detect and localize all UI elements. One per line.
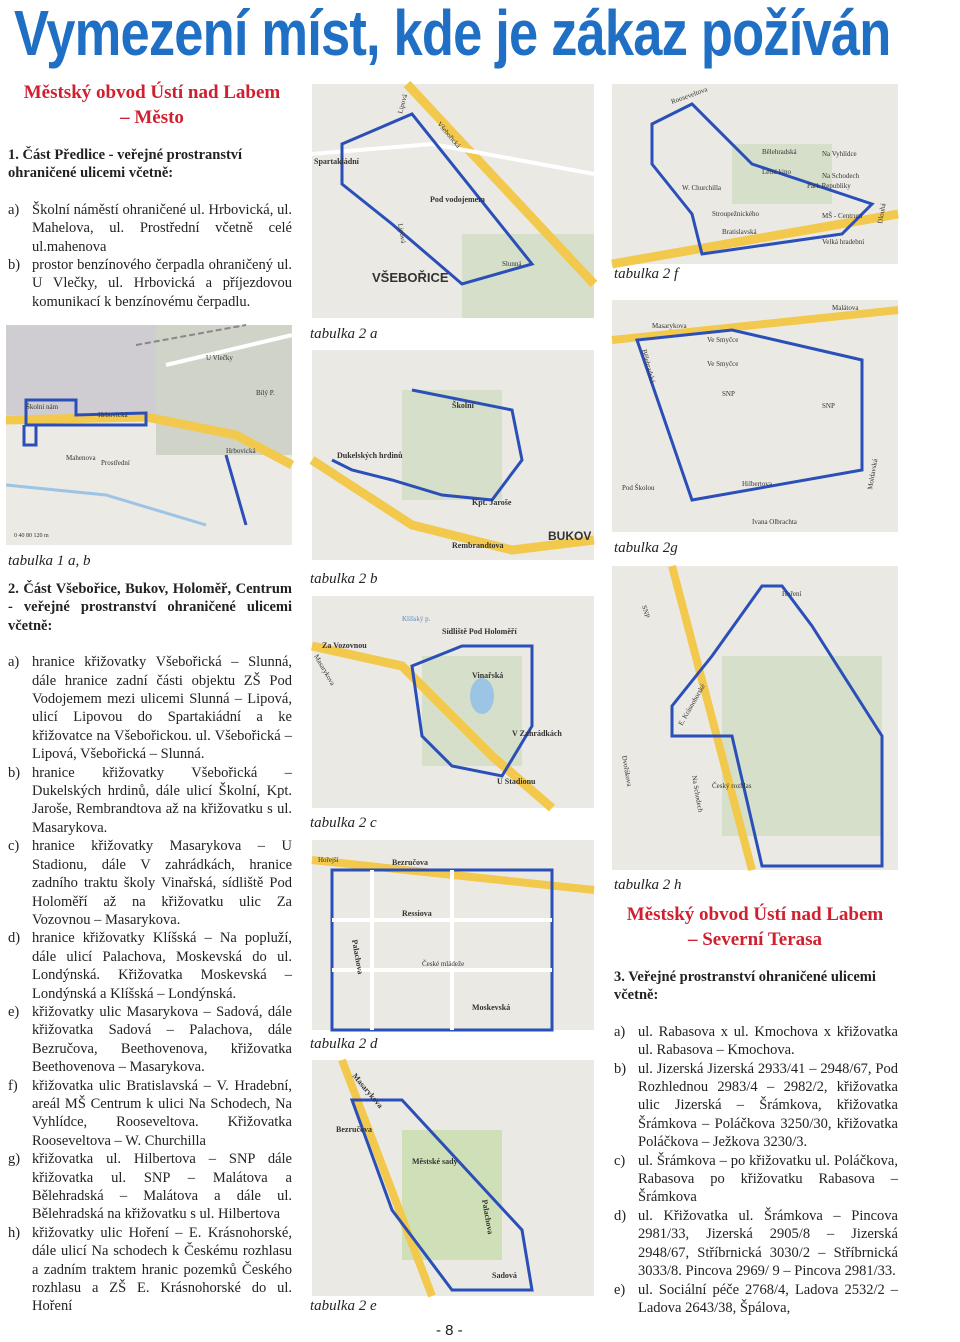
map-label: Hilbertova: [742, 480, 772, 488]
map-label: Dukelských hrdinů: [337, 451, 403, 460]
map-label: SNP: [722, 390, 735, 398]
map-label: Palachova: [480, 1198, 495, 1235]
map-label: Prostřední: [101, 459, 130, 467]
map-label: Hoření: [782, 590, 802, 598]
part1-heading: 1. Část Předlice - veřejné prostranství ohraničené ulicemi včetně:: [8, 147, 243, 182]
map-label: Bělehradská: [762, 148, 797, 156]
map-label: Bílý P.: [256, 389, 275, 397]
map-label: Bratislavská: [722, 228, 757, 236]
map-label: Dvořákova: [620, 754, 634, 787]
map-2e: [312, 1060, 594, 1296]
map-label: Na Vyhlídce: [822, 150, 857, 158]
caption-t2a: tabulka 2 a: [310, 326, 378, 342]
map-label: U Vlečky: [206, 354, 233, 362]
map-label: Mahenova: [66, 454, 96, 462]
section-b-heading: Městský obvod Ústí nad Labem – Severní Terasa: [626, 904, 884, 950]
map-label: Masarykova: [652, 322, 687, 330]
map-label: Palachova: [350, 938, 365, 975]
map-label: Park Republiky: [807, 182, 851, 190]
page-number: - 8 -: [436, 1322, 463, 1339]
map-label: Dlouhá: [876, 202, 888, 225]
map-1ab: [6, 325, 292, 545]
map-label: Pod vodojemem: [430, 195, 485, 204]
map-label: Na Schodech: [822, 172, 860, 180]
part2-text: [8, 580, 292, 1316]
caption-t1ab: tabulka 1 a, b: [8, 553, 91, 569]
map-label: Ivana Olbrachta: [752, 518, 797, 526]
map-label: Letní kino: [762, 168, 791, 176]
map-label: W. Churchilla: [682, 184, 722, 192]
map-label: Školní: [452, 401, 474, 410]
list-item: b) hranice křižovatky Všebořická – Dukelských hrdinů, dále ulicí Školní, Kpt. Jaroše, Rembrandtova až na křižovatku s ul. Masarykova.: [8, 764, 292, 836]
map-label: Rembrandtova: [452, 541, 504, 550]
list-item: h) křižovatky ulic Hoření – E. Krásnohorské, dále ulicí Na schodech k Českému rozhlasu a zadním traktem hranic pozemků Českého rozhlasu a ZŠ E. Krásnohorské do ul. Hoření: [8, 1224, 292, 1315]
map-2h: [612, 566, 898, 870]
caption-t2f: tabulka 2 f: [614, 266, 679, 282]
map-label: SNP: [822, 402, 835, 410]
map-label: Lipová: [396, 93, 410, 115]
map-label: Rooseveltova: [669, 85, 709, 106]
map-label: E. Krásnohorské: [676, 682, 708, 727]
map-label: Hořejší: [318, 856, 339, 864]
map-label: Moskevská: [472, 1003, 511, 1012]
map-label: Lipová: [396, 222, 408, 244]
map-label: Kpt. Jaroše: [472, 498, 512, 507]
map-label: U Stadionu: [497, 777, 536, 786]
list-item: b) ul. Jizerská Jizerská 2933/41 – 2948/67, Pod Rozhlednou 2983/4 – 2982/2, křižovatka ulic Jizerská – Šrámkova, křižovatka Šrámkova – Poláčkova 3250/30, křižovatka Poláčkova – Ježkova 3230/3.: [614, 1060, 898, 1151]
list-item: d) hranice křižovatky Klíšská – Na popluží, dále ulicí Palachova, Moskevská do ul. Londýnská. Křižovatka Moskevská – Londýnská a Klíšská – Londýnská.: [8, 930, 292, 1002]
section-a-text: [8, 146, 292, 311]
map-label: Za Vozovnou: [322, 641, 367, 650]
map-label: Malátova: [832, 304, 859, 312]
list-item: f) křižovatka ulic Bratislavská – V. Hradební, areál MŠ Centrum k ulici Na Schodech, Na Vyhlídce, Rooseveltova. Křižovatka Rooseveltova – W. Churchilla: [8, 1077, 292, 1149]
map-2f: [612, 84, 898, 264]
section-a-heading: Městský obvod Ústí nad Labem – Město: [23, 82, 281, 128]
list-item: c) ul. Šrámkova – po křižovatku ul. Poláčkova, Rabasova po křižovatku Rabasova – Šrámkova: [614, 1152, 898, 1206]
map-label: České mládeže: [422, 960, 465, 968]
list-item: b) prostor benzínového čerpadla ohraničený ul. U Vlečky, ul. Hrbovická a příjezdovou komunikací k benzínovému čerpadlu.: [8, 257, 292, 310]
page-title: Vymezení míst, kde je zákaz požíván: [14, 0, 891, 69]
map-label: MŠ - Centrum: [822, 212, 863, 220]
map-label: Spartakiádní: [314, 157, 359, 166]
section-b-text: [614, 968, 898, 1317]
caption-t2g: tabulka 2g: [614, 540, 678, 556]
list-item: a) Školní náměstí ohraničené ul. Hrbovická, ul. Mahelova, ul. Prostřední včetně celé ul.mahenova: [8, 201, 292, 255]
map-label: Velká hradební: [822, 238, 865, 246]
map-label: Všebořická: [435, 120, 463, 150]
map-label: V Zahrádkách: [512, 729, 562, 738]
map-scale: 0 40 80 120 m: [14, 533, 49, 539]
map-label: Masarykova: [350, 1071, 385, 1110]
map-label: Slunná: [502, 260, 522, 268]
map-label: Moldavská: [866, 458, 880, 491]
map-label: Hrbovická: [226, 447, 256, 455]
map-label: Školní nám: [26, 403, 59, 411]
map-label: VŠEBOŘICE: [372, 270, 449, 285]
caption-t2d: tabulka 2 d: [310, 1036, 378, 1052]
caption-t2e: tabulka 2 e: [310, 1298, 377, 1314]
map-label: SNP: [640, 604, 652, 619]
map-label: Ve Smyčce: [707, 360, 739, 368]
map-2g: [612, 300, 898, 532]
list-item: d) ul. Křižovatka ul. Šrámkova – Pincova 2981/33, Jizerská 2905/8 – Jizerská 2948/67, Stříbrnická 3030/2 – Stříbrnická 3033/8. Pincova 2969/ 9 – Pincova 2981/33.: [614, 1207, 898, 1280]
map-label: Stroupežnického: [712, 210, 760, 218]
map-label: Hrbovická: [98, 411, 128, 419]
caption-t2h: tabulka 2 h: [614, 877, 682, 893]
map-label: Bezručova: [336, 1125, 372, 1134]
caption-t2b: tabulka 2 b: [310, 571, 378, 587]
map-label: Masarykova: [312, 653, 337, 687]
list-item: e) křižovatky ulic Masarykova – Sadová, dále křižovatka Sadová – Palachova, dále Bezručova, Beethovenova, křižovatka Beethovenova – Masarykova.: [8, 1003, 292, 1076]
map-2d: [312, 840, 594, 1030]
map-label: Sídliště Pod Holoměří: [442, 627, 517, 636]
map-2b: [312, 350, 594, 560]
map-label: Český rozhlas: [712, 782, 752, 790]
map-label: Vinařská: [472, 671, 504, 680]
map-label: Sadová: [492, 1271, 517, 1280]
map-2c: [312, 596, 594, 808]
map-label: Na Schodech: [690, 774, 705, 813]
map-label: Klíšský p.: [402, 615, 431, 623]
map-label: Ve Smyčce: [707, 336, 739, 344]
list-item: g) křižovatka ul. Hilbertova – SNP dále křižovatka ul. SNP – Malátova a Bělehradská – Malátova a dále ul. Bělehradská na křižovatku s ul. Hilbertova: [8, 1151, 292, 1223]
map-label: Pod Školou: [622, 484, 655, 492]
part3-heading: 3. Veřejné prostranství ohraničené ulicemi včetně:: [614, 969, 876, 1004]
list-item: e) ul. Sociální péče 2768/4, Ladova 2532/2 – Ladova 2643/38, Špálova,: [614, 1281, 898, 1316]
map-label: Ressiova: [402, 909, 432, 918]
map-label: Bezručova: [392, 858, 428, 867]
map-2a: [312, 84, 594, 318]
map-label: BUKOV: [548, 529, 592, 543]
list-item: a) hranice křižovatky Všebořická – Slunná, dále hranice zadní části objektu ZŠ Pod Vodojemem mezi ulicemi Slunná – Lipová, ulicí Lipovou do Spartakiádní a ke křižovatce na Všebořickou. ul. Všebořická – Lipová, Všebořická – Slunná.: [8, 654, 292, 763]
map-label: Bělehradská: [640, 348, 657, 384]
caption-t2c: tabulka 2 c: [310, 815, 377, 831]
part2-heading: 2. Část Všebořice, Bukov, Holoměř, Centrum - veřejné prostranství ohraničené ulicemi včetně:: [8, 581, 292, 634]
map-label: Městské sady: [412, 1157, 458, 1166]
list-item: a) ul. Rabasova x ul. Kmochova x křižovatka ul. Rabasova – Kmochova.: [614, 1023, 898, 1059]
list-item: c) hranice křižovatky Masarykova – U Stadionu, dále V zahrádkách, hranice zadního traktu školy Vinařská, sídliště Pod Holoměří až na křižovatku ulic Za Vozovnou – Masarykova.: [8, 838, 292, 928]
